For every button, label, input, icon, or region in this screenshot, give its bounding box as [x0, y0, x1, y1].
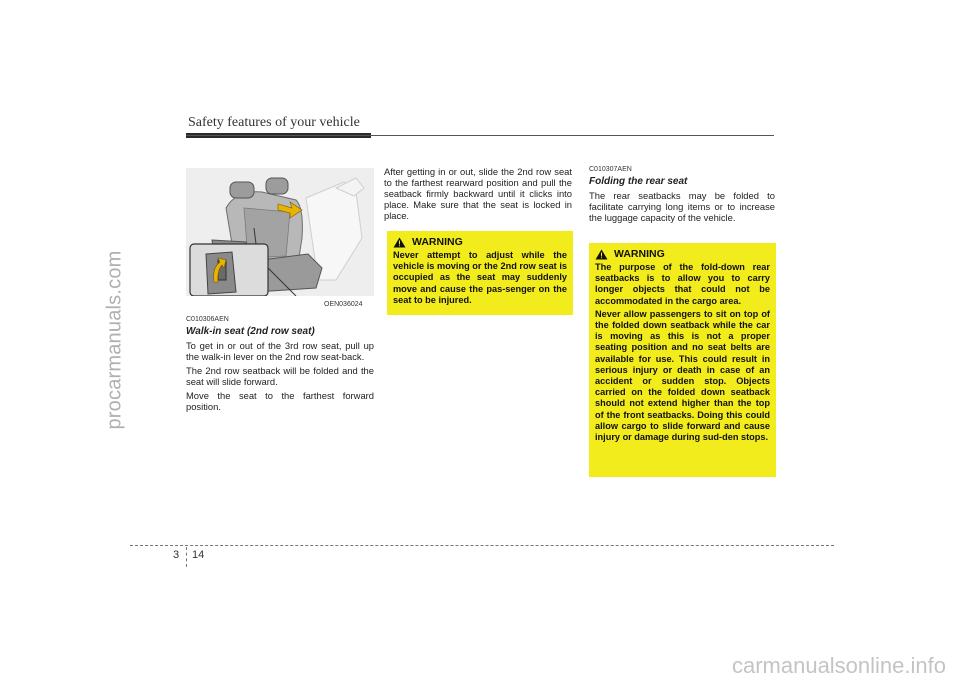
- warning-header: [595, 248, 770, 260]
- warning-triangle-icon: [393, 237, 406, 248]
- footer-page-number: 14: [192, 549, 205, 561]
- paragraph: To get in or out of the 3rd row seat, pull up the walk-in lever on the 2nd row seat-back.: [186, 340, 374, 362]
- paragraph: After getting in or out, slide the 2nd row seat to the farthest rearward position and pull the seatback firmly backward until it clicks into place. Make sure that the seat is locked in place.: [384, 166, 572, 221]
- section-code: C010307AEN: [589, 166, 632, 173]
- paragraph: Move the seat to the farthest forward position.: [186, 390, 374, 412]
- watermark-side: procarmanuals.com: [103, 250, 126, 430]
- section-subheading: Folding the rear seat: [589, 176, 688, 187]
- warning-text: Never allow passengers to sit on top of the folded down seatback while the car is moving as this is not a proper seating position and no seat belts are available for use. This could result in serious injury or death in case of an accident or sudden stop. Objects carried on the folded down seatback should not extend higher than the top of the front seatbacks. Doing this could allow cargo to slide forward and cause injury or damage during sud-den stops.: [595, 308, 770, 443]
- header-rule: [186, 135, 774, 136]
- figure-code: OEN036024: [324, 301, 363, 308]
- watermark-bottom: carmanualsonline.info: [731, 653, 946, 678]
- seat-drawing: [186, 168, 374, 296]
- page-header-title: Safety features of your vehicle: [188, 115, 360, 130]
- column-folding-rear-seat: [589, 166, 775, 223]
- section-code: C010306AEN: [186, 316, 229, 323]
- warning-text: Never attempt to adjust while the vehicle is moving or the 2nd row seat is occupied as the seat may suddenly move and cause the pas-senger on the seat to be injured.: [393, 250, 567, 305]
- warning-box: [387, 231, 573, 315]
- footer-section-number: 3: [173, 549, 180, 561]
- footer-divider: [186, 547, 187, 567]
- warning-title: WARNING: [614, 248, 665, 260]
- column-return-seat: [384, 166, 572, 221]
- warning-header: [393, 236, 567, 248]
- column-walk-in-seat: [186, 316, 374, 412]
- rear-seat-illustration: [186, 168, 374, 296]
- paragraph: The rear seatbacks may be folded to facilitate carrying long items or to increase the luggage capacity of the vehicle.: [589, 190, 775, 223]
- warning-triangle-icon: [595, 249, 608, 260]
- warning-text: The purpose of the fold-down rear seatbacks is to allow you to carry longer objects that could not be accommodated in the cargo area.: [595, 262, 770, 306]
- footer-rule: [130, 545, 834, 546]
- warning-box: [589, 243, 776, 477]
- warning-title: WARNING: [412, 236, 463, 248]
- section-subheading: Walk-in seat (2nd row seat): [186, 326, 315, 337]
- paragraph: The 2nd row seatback will be folded and the seat will slide forward.: [186, 365, 374, 387]
